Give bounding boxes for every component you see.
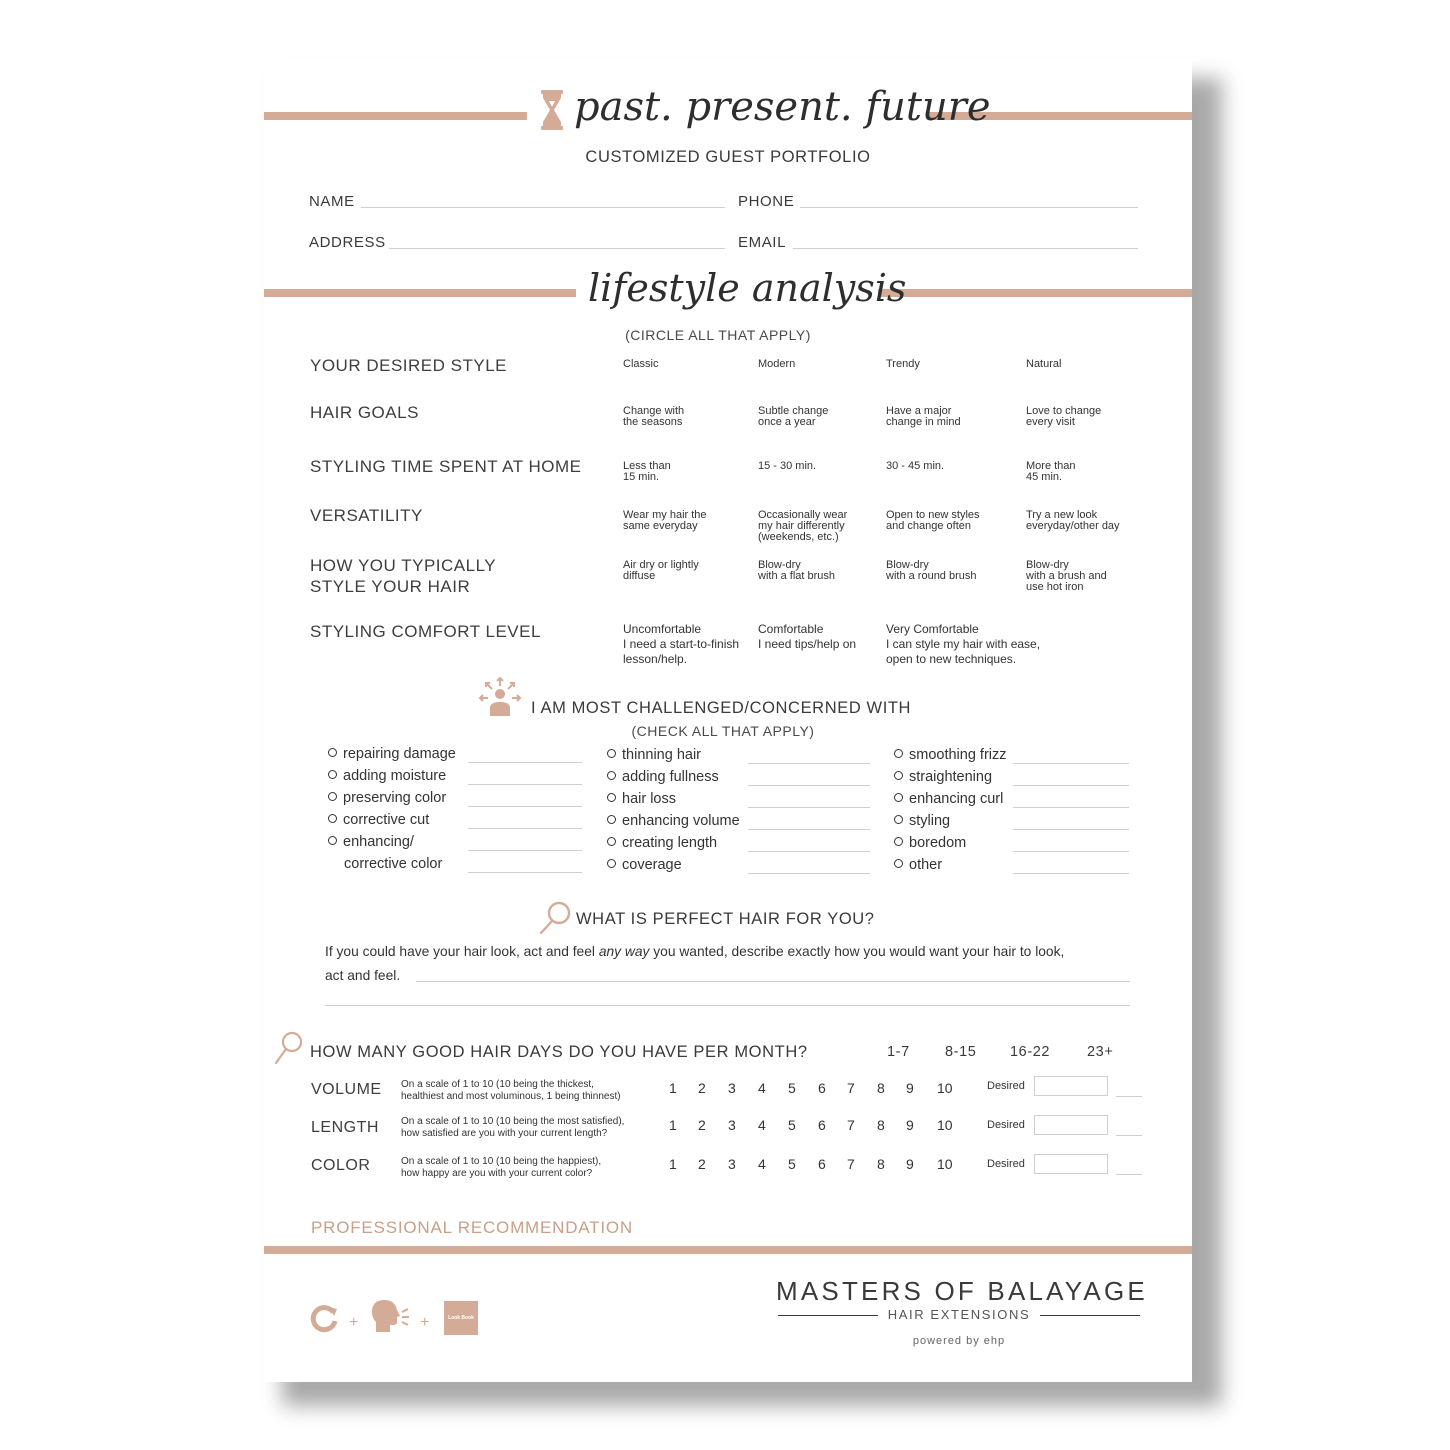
checkbox-other[interactable] bbox=[894, 857, 942, 873]
scale-label-length: LENGTH bbox=[311, 1119, 379, 1136]
scale-volume-4[interactable]: 4 bbox=[758, 1080, 766, 1096]
scale-color-7[interactable]: 7 bbox=[847, 1156, 855, 1172]
note-line[interactable] bbox=[748, 851, 870, 852]
desired-label-color: Desired bbox=[987, 1158, 1025, 1170]
checkbox-label: smoothing frizz bbox=[909, 747, 1007, 763]
checkbox-circle[interactable] bbox=[328, 748, 337, 757]
answer-line[interactable] bbox=[325, 1005, 1130, 1006]
checkbox-adding-moisture[interactable] bbox=[328, 768, 446, 784]
scale-volume-2[interactable]: 2 bbox=[698, 1080, 706, 1096]
checkbox-corrective-cut[interactable] bbox=[328, 812, 429, 828]
checkbox-label: thinning hair bbox=[622, 747, 701, 763]
checkbox-label: hair loss bbox=[622, 791, 676, 807]
scale-color-2[interactable]: 2 bbox=[698, 1156, 706, 1172]
checkbox-label: boredom bbox=[909, 835, 967, 851]
checkbox-label: enhancing volume bbox=[622, 813, 740, 829]
option-goal-2[interactable]: Subtle change once a year bbox=[758, 405, 829, 428]
look-book-label: Look Book bbox=[448, 1315, 474, 1321]
talking-head-icon bbox=[370, 1298, 412, 1334]
note-line[interactable] bbox=[468, 850, 582, 851]
scale-length-3[interactable]: 3 bbox=[728, 1117, 736, 1133]
desired-input-color[interactable] bbox=[1034, 1154, 1108, 1174]
brand-subtitle: HAIR EXTENSIONS bbox=[887, 1307, 1031, 1322]
checkbox-label: repairing damage bbox=[343, 746, 456, 762]
powered-by: powered by ehp bbox=[912, 1335, 1006, 1347]
row-label-style-method: HOW YOU TYPICALLY STYLE YOUR HAIR bbox=[310, 556, 497, 596]
checkbox-circle[interactable] bbox=[607, 837, 616, 846]
scale-length-8[interactable]: 8 bbox=[877, 1117, 885, 1133]
checkbox-circle[interactable] bbox=[607, 859, 616, 868]
note-line[interactable] bbox=[468, 872, 582, 873]
note-line[interactable] bbox=[1013, 807, 1129, 808]
note-line[interactable] bbox=[468, 806, 582, 807]
answer-line[interactable] bbox=[416, 981, 1130, 982]
recommendation-bar bbox=[264, 1246, 1192, 1254]
perfect-hair-prompt bbox=[325, 944, 1064, 959]
scale-length-7[interactable]: 7 bbox=[847, 1117, 855, 1133]
address-field[interactable] bbox=[389, 248, 725, 249]
checkbox-thinning-hair[interactable] bbox=[607, 747, 701, 763]
checkbox-label: adding moisture bbox=[343, 768, 447, 784]
perfect-hair-title: WHAT IS PERFECT HAIR FOR YOU? bbox=[576, 910, 875, 928]
option-method-4[interactable]: Blow-dry with a brush and use hot iron bbox=[1026, 559, 1107, 593]
checkbox-circle[interactable] bbox=[607, 793, 616, 802]
checkbox-creating-length[interactable] bbox=[607, 835, 717, 851]
checkbox-hair-loss[interactable] bbox=[607, 791, 676, 807]
lifestyle-bar-left bbox=[264, 289, 576, 297]
scale-desc-color: On a scale of 1 to 10 (10 being the happiest), how happy are you with your current color? bbox=[401, 1156, 602, 1179]
scale-length-6[interactable]: 6 bbox=[818, 1117, 826, 1133]
note-line[interactable] bbox=[1116, 1096, 1142, 1097]
checkbox-label-continued: corrective color bbox=[344, 856, 443, 872]
checkbox-label: enhancing curl bbox=[909, 791, 1004, 807]
scale-length-4[interactable]: 4 bbox=[758, 1117, 766, 1133]
checkbox-circle[interactable] bbox=[328, 792, 337, 801]
note-line[interactable] bbox=[468, 784, 582, 785]
page-subtitle: CUSTOMIZED GUEST PORTFOLIO bbox=[585, 148, 871, 166]
range-option-2[interactable]: 8-15 bbox=[945, 1044, 977, 1060]
name-field[interactable] bbox=[361, 207, 725, 208]
row-label-desired-style: YOUR DESIRED STYLE bbox=[310, 356, 507, 375]
phone-label: PHONE bbox=[738, 193, 795, 210]
option-modern[interactable]: Modern bbox=[758, 358, 796, 370]
note-line[interactable] bbox=[748, 873, 870, 874]
checkbox-smoothing-frizz[interactable] bbox=[894, 747, 1007, 763]
good-days-question: HOW MANY GOOD HAIR DAYS DO YOU HAVE PER MONTH? bbox=[310, 1043, 808, 1061]
checkbox-repairing-damage[interactable] bbox=[328, 746, 456, 762]
scale-volume-1[interactable]: 1 bbox=[669, 1080, 677, 1096]
checkbox-label: styling bbox=[909, 813, 951, 829]
note-line[interactable] bbox=[1116, 1135, 1142, 1136]
checkbox-circle[interactable] bbox=[328, 836, 337, 845]
desired-label-volume: Desired bbox=[987, 1080, 1025, 1092]
lifestyle-bar-right bbox=[878, 289, 1192, 297]
note-line[interactable] bbox=[1013, 763, 1129, 764]
range-option-3[interactable]: 16-22 bbox=[1010, 1044, 1051, 1060]
checkbox-adding-fullness[interactable] bbox=[607, 769, 719, 785]
note-line[interactable] bbox=[1013, 785, 1129, 786]
option-natural[interactable]: Natural bbox=[1026, 358, 1062, 370]
person-arrows-icon bbox=[478, 676, 522, 724]
scale-volume-10[interactable]: 10 bbox=[937, 1080, 953, 1096]
prompt-text: If you could have your hair look, act and feel bbox=[325, 944, 599, 959]
checkbox-circle[interactable] bbox=[894, 771, 903, 780]
checkbox-boredom[interactable] bbox=[894, 835, 966, 851]
checkbox-label: adding fullness bbox=[622, 769, 719, 785]
header-script-title: past. present. future bbox=[574, 84, 991, 130]
scale-label-volume: VOLUME bbox=[311, 1081, 382, 1098]
scale-volume-6[interactable]: 6 bbox=[818, 1080, 826, 1096]
checkbox-label: straightening bbox=[909, 769, 993, 785]
scale-volume-3[interactable]: 3 bbox=[728, 1080, 736, 1096]
option-method-3[interactable]: Blow-dry with a round brush bbox=[886, 559, 977, 582]
checkbox-label: other bbox=[909, 857, 943, 873]
address-label: ADDRESS bbox=[309, 234, 386, 251]
scale-color-5[interactable]: 5 bbox=[788, 1156, 796, 1172]
row-label-comfort: STYLING COMFORT LEVEL bbox=[310, 622, 541, 641]
option-comfort-1[interactable]: Uncomfortable I need a start-to-finish lesson/help. bbox=[623, 622, 740, 666]
option-time-2[interactable]: 15 - 30 min. bbox=[758, 460, 817, 472]
look-book-icon bbox=[444, 1301, 478, 1335]
magnifier-icon bbox=[274, 1030, 304, 1066]
desired-input-length[interactable] bbox=[1034, 1115, 1108, 1135]
scale-length-9[interactable]: 9 bbox=[906, 1117, 914, 1133]
option-versatility-3[interactable]: Open to new styles and change often bbox=[886, 509, 980, 532]
option-comfort-3[interactable]: Very Comfortable I can style my hair with ease, open to new techniques. bbox=[886, 622, 1041, 666]
phone-field[interactable] bbox=[800, 207, 1138, 208]
note-line[interactable] bbox=[748, 807, 870, 808]
hourglass-icon bbox=[540, 90, 564, 130]
scale-length-2[interactable]: 2 bbox=[698, 1117, 706, 1133]
checkbox-preserving-color[interactable] bbox=[328, 790, 446, 806]
checkbox-straightening[interactable] bbox=[894, 769, 992, 785]
checkbox-circle[interactable] bbox=[894, 859, 903, 868]
name-label: NAME bbox=[309, 193, 355, 210]
email-label: EMAIL bbox=[738, 234, 787, 251]
brand-name: MASTERS OF BALAYAGE bbox=[776, 1276, 1148, 1306]
desired-label-length: Desired bbox=[987, 1119, 1025, 1131]
checkbox-circle[interactable] bbox=[894, 749, 903, 758]
range-option-1[interactable]: 1-7 bbox=[887, 1044, 910, 1060]
scale-volume-9[interactable]: 9 bbox=[906, 1080, 914, 1096]
option-method-1[interactable]: Air dry or lightly diffuse bbox=[623, 559, 699, 582]
option-classic[interactable]: Classic bbox=[623, 358, 659, 370]
perfect-hair-prompt-line2: act and feel. bbox=[325, 968, 401, 983]
row-label-styling-time: STYLING TIME SPENT AT HOME bbox=[310, 457, 582, 476]
scale-color-9[interactable]: 9 bbox=[906, 1156, 914, 1172]
checkbox-enhancing-volume[interactable] bbox=[607, 813, 740, 829]
checkbox-circle[interactable] bbox=[328, 814, 337, 823]
checkbox-circle[interactable] bbox=[607, 771, 616, 780]
checkbox-label: creating length bbox=[622, 835, 718, 851]
option-time-1[interactable]: Less than 15 min. bbox=[623, 460, 671, 483]
note-line[interactable] bbox=[748, 763, 870, 764]
scale-volume-5[interactable]: 5 bbox=[788, 1080, 796, 1096]
circle-instruction: (CIRCLE ALL THAT APPLY) bbox=[625, 327, 811, 343]
scale-color-4[interactable]: 4 bbox=[758, 1156, 766, 1172]
scale-color-6[interactable]: 6 bbox=[818, 1156, 826, 1172]
checkbox-circle[interactable] bbox=[894, 815, 903, 824]
scale-volume-7[interactable]: 7 bbox=[847, 1080, 855, 1096]
prompt-emphasis: any way bbox=[598, 944, 650, 959]
note-line[interactable] bbox=[748, 829, 870, 830]
checkbox-label: preserving color bbox=[343, 790, 447, 806]
option-goal-4[interactable]: Love to change every visit bbox=[1026, 405, 1102, 428]
note-line[interactable] bbox=[1013, 829, 1129, 830]
range-option-4[interactable]: 23+ bbox=[1087, 1044, 1114, 1060]
scale-volume-8[interactable]: 8 bbox=[877, 1080, 885, 1096]
option-versatility-4[interactable]: Try a new look everyday/other day bbox=[1026, 509, 1120, 532]
row-label-hair-goals: HAIR GOALS bbox=[310, 403, 419, 422]
checkbox-circle[interactable] bbox=[607, 815, 616, 824]
checkbox-enhancing-curl[interactable] bbox=[894, 791, 1003, 807]
lifestyle-script-title: lifestyle analysis bbox=[588, 266, 907, 310]
note-line[interactable] bbox=[468, 828, 582, 829]
option-comfort-2[interactable]: Comfortable I need tips/help on bbox=[758, 622, 857, 651]
option-method-2[interactable]: Blow-dry with a flat brush bbox=[758, 559, 836, 582]
plus-sign: + bbox=[349, 1314, 359, 1331]
scale-length-10[interactable]: 10 bbox=[937, 1117, 953, 1133]
desired-input-volume[interactable] bbox=[1034, 1076, 1108, 1096]
checkbox-circle[interactable] bbox=[328, 770, 337, 779]
checkbox-circle[interactable] bbox=[894, 837, 903, 846]
row-label-versatility: VERSATILITY bbox=[310, 506, 423, 525]
note-line[interactable] bbox=[1013, 851, 1129, 852]
checkbox-circle[interactable] bbox=[894, 793, 903, 802]
option-goal-1[interactable]: Change with the seasons bbox=[623, 405, 685, 428]
option-time-4[interactable]: More than 45 min. bbox=[1026, 460, 1076, 483]
note-line[interactable] bbox=[1116, 1174, 1142, 1175]
option-trendy[interactable]: Trendy bbox=[886, 358, 920, 370]
scale-desc-length: On a scale of 1 to 10 (10 being the most satisfied), how satisfied are you with your current length? bbox=[401, 1116, 625, 1139]
checkbox-label: coverage bbox=[622, 857, 682, 873]
option-time-3[interactable]: 30 - 45 min. bbox=[886, 460, 945, 472]
scale-color-1[interactable]: 1 bbox=[669, 1156, 677, 1172]
note-line[interactable] bbox=[1013, 873, 1129, 874]
checkbox-enhancing-corrective-color[interactable] bbox=[328, 834, 414, 850]
professional-recommendation-label: PROFESSIONAL RECOMMENDATION bbox=[311, 1218, 633, 1237]
plus-sign: + bbox=[420, 1314, 430, 1331]
note-line[interactable] bbox=[468, 762, 582, 763]
email-field[interactable] bbox=[793, 248, 1138, 249]
option-goal-3[interactable]: Have a major change in mind bbox=[886, 405, 961, 428]
magnifier-icon bbox=[538, 900, 572, 936]
checkbox-label: enhancing/ bbox=[343, 834, 414, 850]
checkbox-label: corrective cut bbox=[343, 812, 430, 828]
scale-color-3[interactable]: 3 bbox=[728, 1156, 736, 1172]
brand-rule-right bbox=[1040, 1315, 1140, 1316]
refresh-icon bbox=[308, 1302, 340, 1334]
option-versatility-2[interactable]: Occasionally wear my hair differently (weekends, etc.) bbox=[758, 509, 848, 543]
prompt-text: you wanted, describe exactly how you would want your hair to look, bbox=[649, 944, 1065, 959]
check-instruction: (CHECK ALL THAT APPLY) bbox=[631, 723, 815, 739]
checkbox-styling[interactable] bbox=[894, 813, 950, 829]
scale-desc-volume: On a scale of 1 to 10 (10 being the thickest, healthiest and most voluminous, 1 being thinnest) bbox=[401, 1079, 621, 1102]
scale-length-1[interactable]: 1 bbox=[669, 1117, 677, 1133]
header-bar-left bbox=[264, 112, 527, 120]
checkbox-coverage[interactable] bbox=[607, 857, 682, 873]
portfolio-sheet bbox=[264, 58, 1192, 1382]
scale-label-color: COLOR bbox=[311, 1157, 371, 1174]
scale-color-10[interactable]: 10 bbox=[937, 1156, 953, 1172]
option-versatility-1[interactable]: Wear my hair the same everyday bbox=[623, 509, 707, 532]
scale-length-5[interactable]: 5 bbox=[788, 1117, 796, 1133]
scale-color-8[interactable]: 8 bbox=[877, 1156, 885, 1172]
note-line[interactable] bbox=[748, 785, 870, 786]
checkbox-circle[interactable] bbox=[607, 749, 616, 758]
concerns-title: I AM MOST CHALLENGED/CONCERNED WITH bbox=[531, 699, 912, 717]
